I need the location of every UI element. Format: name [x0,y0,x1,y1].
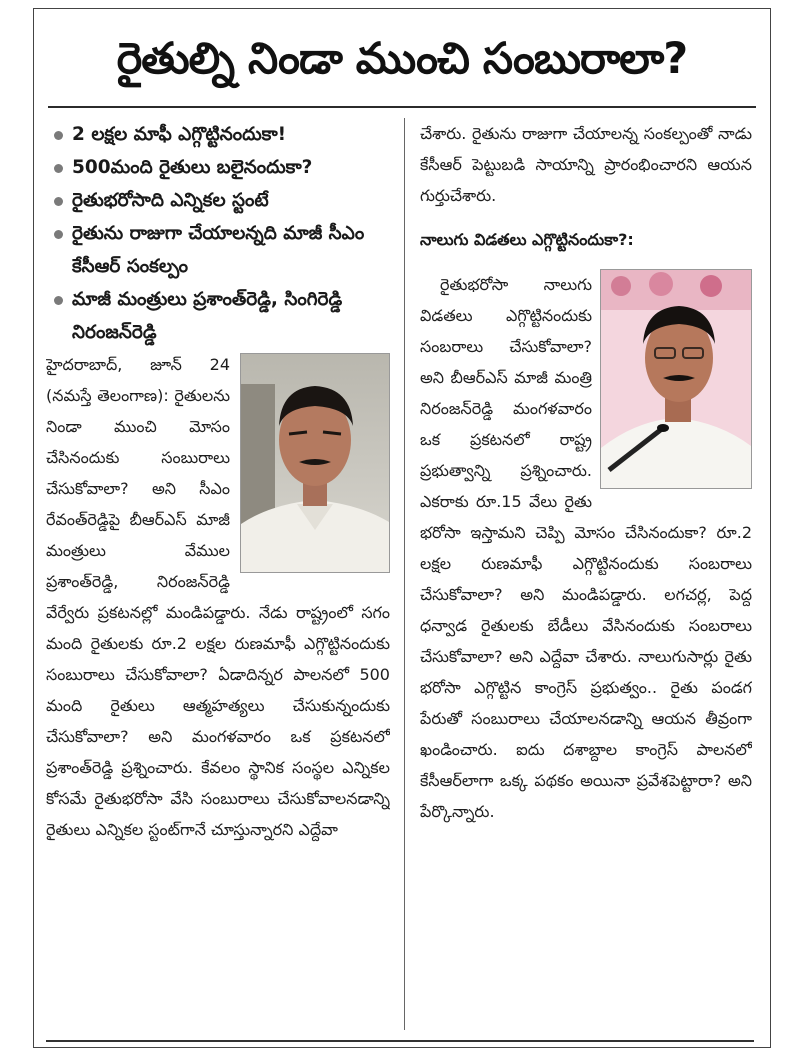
sub-heading: నాలుగు విడతలు ఎగ్గొట్టినందుకా?: [420,230,634,249]
right-column [420,118,752,1036]
photo-prashanth-reddy [240,353,390,573]
bullet-item: 2 లక్షల మాఫీ ఎగ్గొట్టినందుకా! [46,118,390,151]
bullet-dot-icon [54,296,63,305]
bullet-item: రైతును రాజుగా చేయాలన్నది మాజీ సీఎం కేసీఆర్ సంకల్పం [46,217,390,283]
highlight-bullets [46,118,390,349]
column-divider [404,118,405,1030]
bullet-item: 500మంది రైతులు బలైనందుకా? [46,151,390,184]
headline-rule [48,106,756,108]
bullet-dot-icon [54,197,63,206]
left-column [46,118,390,1036]
left-body-text: హైదరాబాద్, జూన్ 24 (నమస్తే తెలంగాణ): రైతులను నిండా ముంచి మోసం చేసినందుకు సంబురాలు చేసుకోవాలా? అని సీఎం రేవంత్‌రెడ్డిపై బీఆర్ఎస్ మాజీ మంత్రులు వేముల ప్రశాంత్‌రెడ్డి, నిరంజన్‌రెడ్డి వేర్వేరు ప్రకటనల్లో మండిపడ్డారు. నేడు రాష్ట్రంలో సగం మంది రైతులకు రూ.2 లక్షల రుణమాఫీ ఎగ్గొట్టినందుకు సంబురాలు చేసుకోవాలా? ఏడాదిన్నర పాలనలో 500 మంది రైతులు ఆత్మహత్యలు చేసుకున్నందుకు చేసుకోవాలా? అని మంగళవారం ఒక ప్రకటనలో ప్రశాంత్‌రెడ్డి ప్రశ్నించారు. కేవలం స్థానిక సంస్థల ఎన్నికల కోసమే రైతుభరోసా వేసి సంబురాలు చేసుకోవాలనడాన్ని రైతులు ఎన్నికల స్టంట్‌గానే చూస్తున్నారని ఎద్దేవా [46,355,390,839]
bullet-item: రైతుభరోసాది ఎన్నికల స్టంటే [46,184,390,217]
bottom-rule [46,1040,754,1042]
bullet-item: మాజీ మంత్రులు ప్రశాంత్‌రెడ్డి, సింగిరెడ్డి నిరంజన్‌రెడ్డి [46,283,390,349]
portrait-image [241,354,389,572]
bullet-dot-icon [54,230,63,239]
bullet-dot-icon [54,164,63,173]
right-body-text: రైతుభరోసా నాలుగు విడతలు ఎగ్గొట్టినందుకు సంబరాలు చేసుకోవాలా? అని బీఆర్ఎస్ మాజీ మంత్రి నిరంజన్‌రెడ్డి మంగళవారం ఒక ప్రకటనలో రాష్ట్ర ప్రభుత్వాన్ని ప్రశ్నించారు. ఎకరాకు రూ.15 వేలు రైతు భరోసా ఇస్తామని చెప్పి మోసం చేసినందుకా? రూ.2 లక్షల రుణమాఫీ ఎగ్గొట్టినందుకు సంబరాలు చేసుకోవాలా? అని మండిపడ్డారు. లగచర్ల, పెద్ద ధన్వాడ రైతులకు బేడీలు వేసినందుకు సంబరాలు చేసుకోవాలా? అని ఎద్దేవా చేశారు. నాలుగుసార్లు రైతు భరోసా ఎగ్గొట్టిన కాంగ్రెస్ ప్రభుత్వం.. రైతు పండగ పేరుతో సంబురాలు చేయాలనడాన్ని ఆయన తీవ్రంగా ఖండించారు. ఐదు దశాబ్దాల కాంగ్రెస్ పాలనలో కేసీఆర్‌లాగా ఒక్క పథకం అయినా ప్రవేశపెట్టారా? అని పేర్కొన్నారు. [420,275,752,821]
photo-niranjan-reddy [600,269,752,489]
bullet-dot-icon [54,131,63,140]
portrait-image [601,270,751,488]
right-top-text: చేశారు. రైతును రాజుగా చేయాలన్న సంకల్పంతో నాడు కేసీఆర్ పెట్టుబడి సాయాన్ని ప్రారంభించారని ఆయన గుర్తుచేశారు. [420,124,752,205]
article-headline: రైతుల్ని నిండా ముంచి సంబురాలా? [116,34,688,84]
